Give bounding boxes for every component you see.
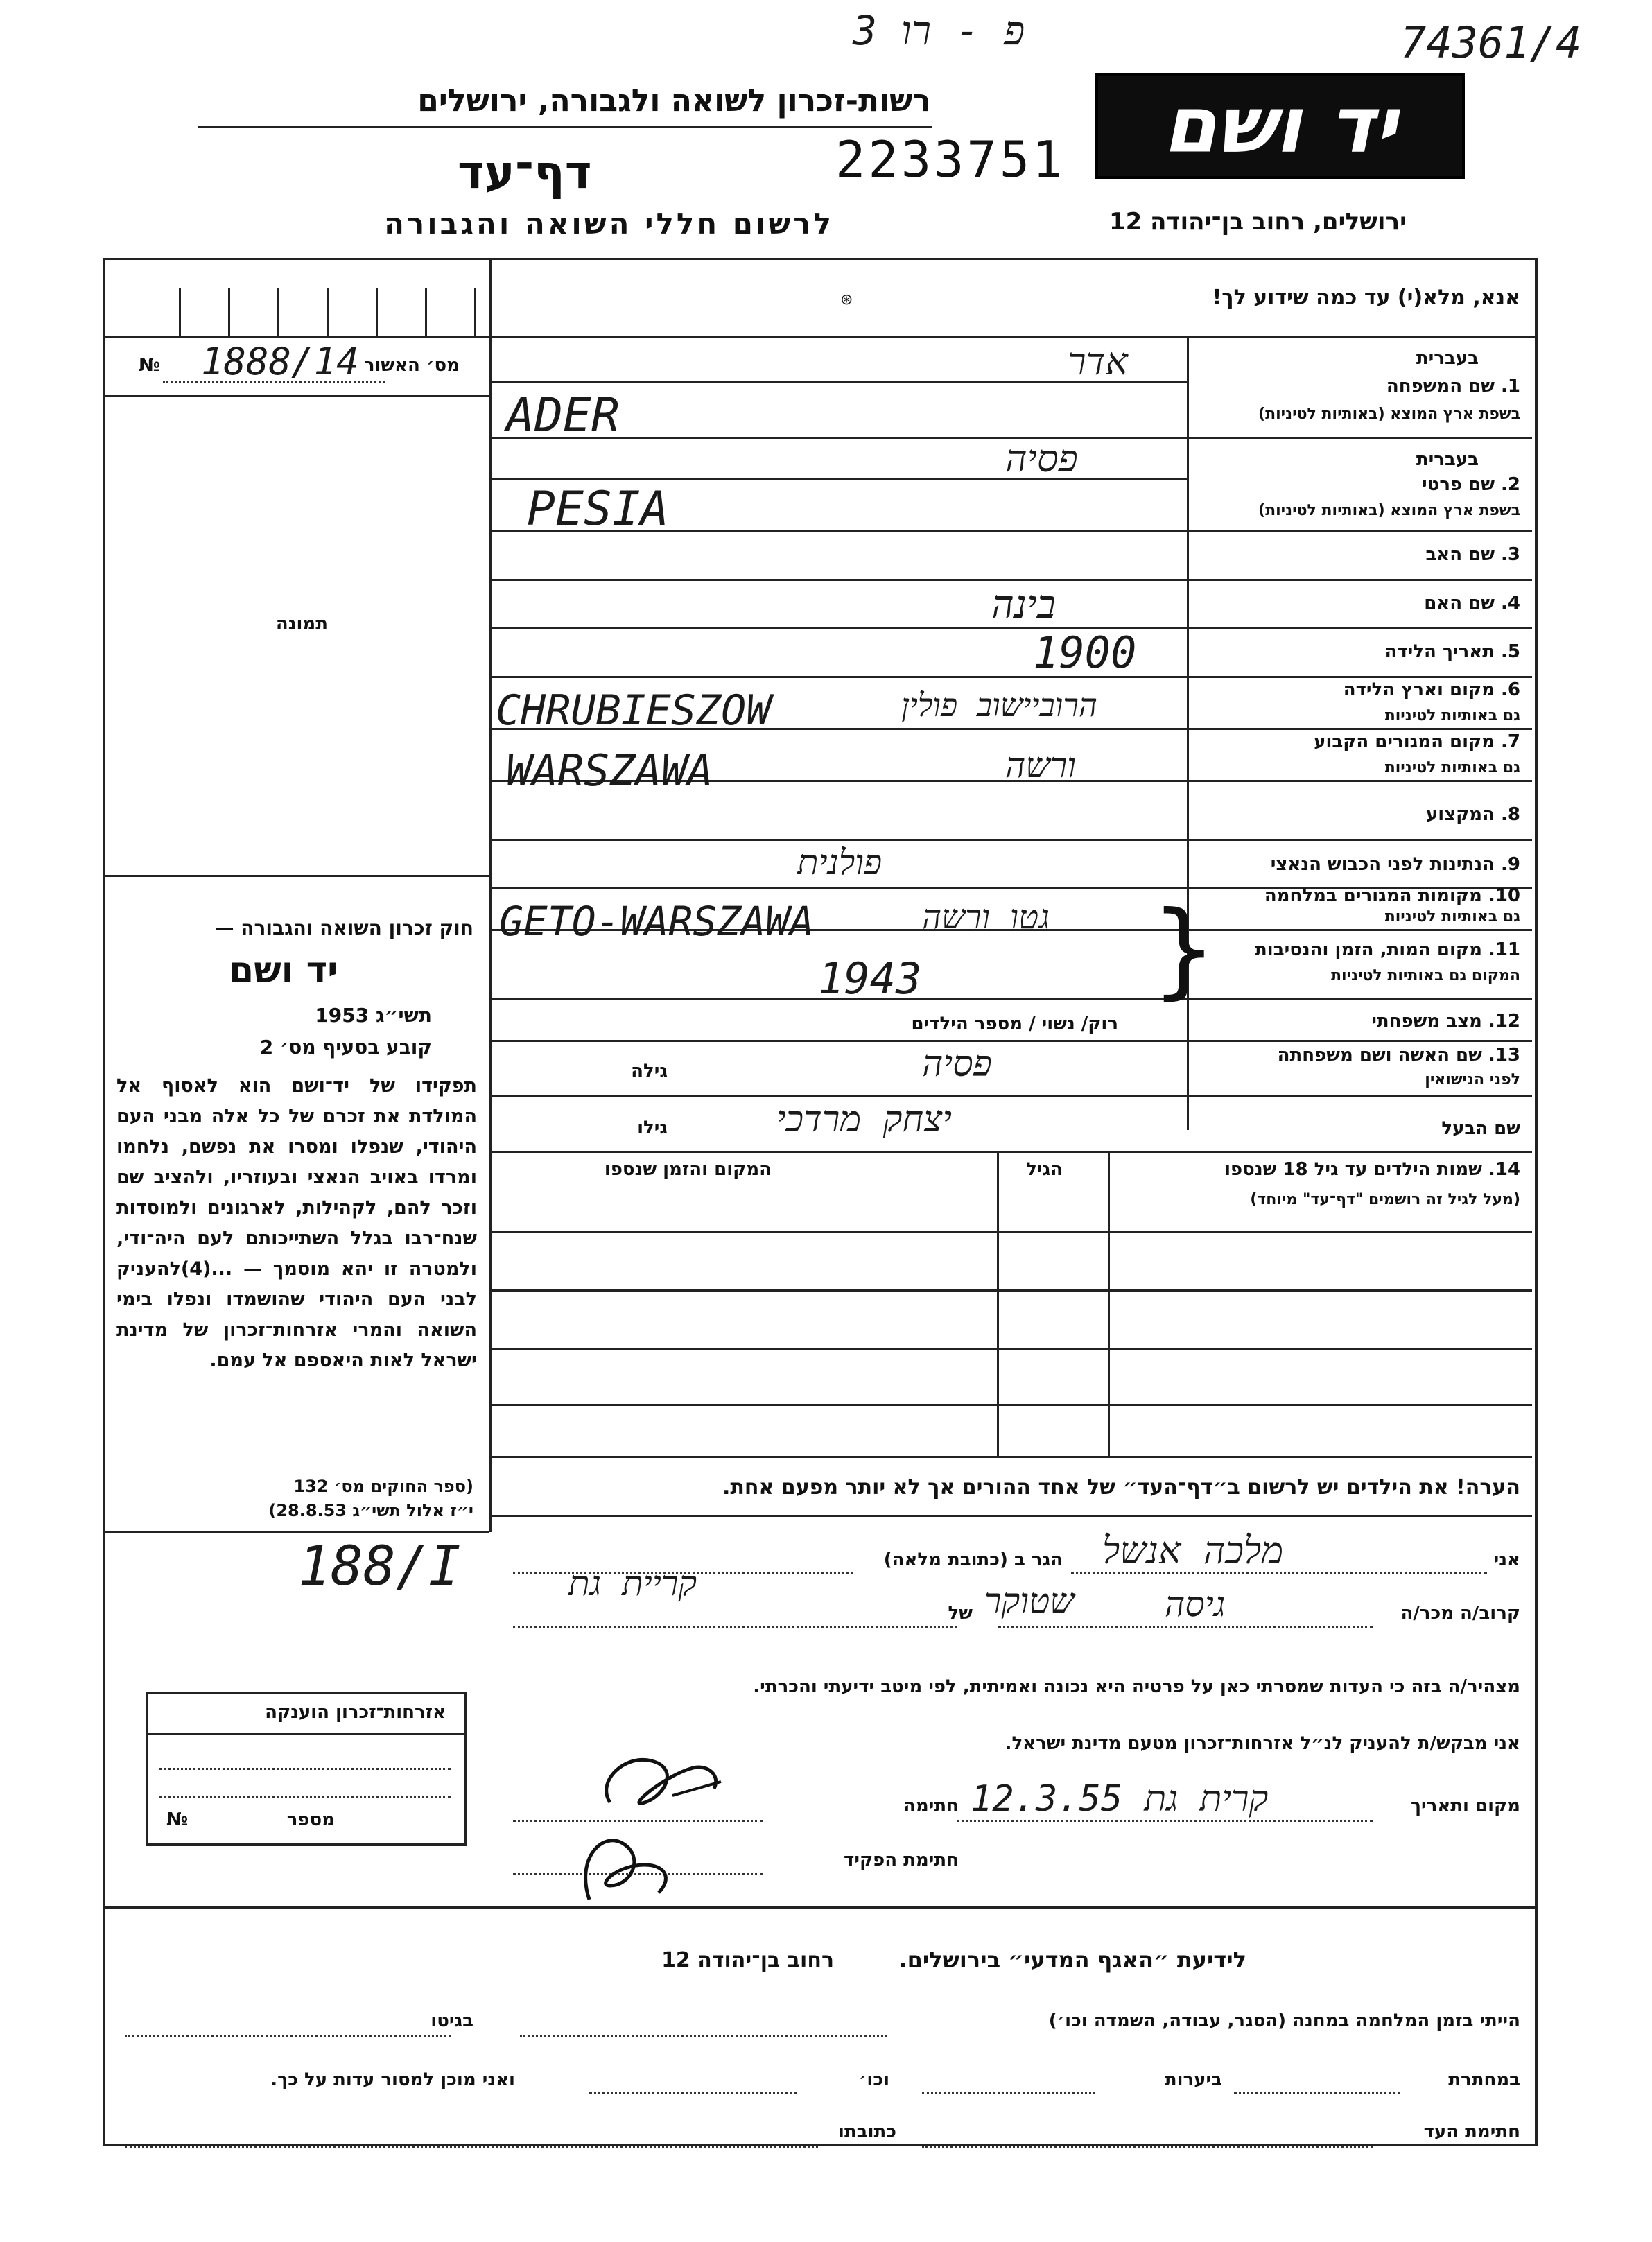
of-value: שטוקר	[984, 1581, 1075, 1621]
f10-value: GETO-WARSZAWA	[499, 898, 814, 945]
f12-options: רוק/ נשוי / מספר הילדים	[911, 1014, 1118, 1034]
signature-label: חתימה	[903, 1796, 959, 1816]
resides-label: הגר ב (כתובת מלאה)	[883, 1549, 1063, 1570]
citizenship-line2	[159, 1796, 451, 1798]
form-subtitle: לרשום חללי השואה והגבורה	[384, 207, 834, 241]
etc-line	[589, 2092, 797, 2094]
f11-label: 11. מקום המות, הזמן והנסיבות	[1255, 939, 1520, 960]
header-address: ירושלים, רחוב בן־יהודה 12	[1109, 208, 1407, 236]
citizenship-no: №	[166, 1809, 189, 1830]
f6-lat-value: CHRUBIESZOW	[496, 686, 772, 735]
approval-rule	[103, 395, 489, 397]
val-line-13	[489, 1095, 1187, 1097]
left-top-rule	[103, 336, 1535, 338]
f12-label: 12. מצב משפחתי	[1371, 1011, 1520, 1032]
form-number: 2233751	[835, 130, 1066, 189]
row-sep-11	[1187, 998, 1532, 1000]
f1-sub: בשפת ארץ המוצא (באותיות לטיניות)	[1258, 406, 1520, 423]
citizenship-line1	[159, 1768, 451, 1770]
f2-heb-value: פסיה	[1005, 437, 1078, 480]
row-sep-1	[1187, 437, 1532, 439]
intro-dot-icon: ⊛	[840, 291, 853, 309]
row-sep-5	[1187, 676, 1532, 678]
intro-text: אנא, מלא(י) עד כמה שידוע לך!	[1212, 286, 1520, 310]
f1-heb-value: אדר	[1068, 340, 1128, 383]
f7-label: 7. מקום המגורים הקבוע	[1314, 731, 1520, 752]
citizenship-rule	[146, 1733, 464, 1735]
husband-value: יצחק מרדכי	[776, 1099, 953, 1140]
ghetto-line	[125, 2035, 451, 2037]
notice-text: הערה! את הילדים יש לרשום ב״דף־העד״ של אחד ההורים אך לא יותר מפעם אחת.	[722, 1475, 1520, 1500]
i-line	[1071, 1572, 1487, 1574]
underground-line	[1234, 2092, 1400, 2094]
f6-label: 6. מקום וארץ הלידה	[1343, 679, 1520, 700]
f4-label: 4. שם האם	[1424, 593, 1520, 614]
org-underline	[198, 126, 932, 128]
val-line-8	[489, 839, 1187, 841]
officer-label: חתימת הפקיד	[844, 1850, 959, 1870]
law-top-rule	[103, 875, 489, 877]
f5-value: 1900	[1033, 627, 1137, 678]
row-sep-13	[1187, 1095, 1532, 1097]
law-name: יד ושם	[229, 950, 338, 991]
label-col-divider	[1187, 336, 1189, 1130]
photo-label: תמונה	[275, 614, 328, 634]
f11-sub: המקום גם באותיות לטיניות	[1330, 967, 1520, 984]
f14-row-3	[489, 1348, 1532, 1350]
husband-label: שם הבעל	[1441, 1118, 1520, 1139]
approval-label: מס׳ האשור	[363, 355, 460, 376]
f13-value: פסיה	[922, 1043, 992, 1085]
husband-age-label: גילו	[637, 1118, 668, 1138]
f3-label: 3. שם האב	[1425, 544, 1520, 565]
f9-label: 9. הנתינות לפני הכבוש הנאצי	[1270, 854, 1520, 875]
form-title: דף־עד	[458, 146, 592, 199]
f11-value: 1943	[818, 953, 922, 1004]
law-year: תשי״ג 1953	[315, 1004, 432, 1027]
side-mark: 188/I	[298, 1536, 461, 1598]
law-body: תפקידו של יד־ושם הוא לאסוף אל המולדת את זכרם של כל אלה מבני העם היהודי, שנפלו ומסרו את נפשם, נלחמו ומרדו באויב הנאצי ובעוזריו, ולהציב שם וזכר להם, לקהילות, לארגונים ולמוסדות שנח־רבו בגלל השתייכותם לעם היה־ודי, ולמטרה זו יהא מוסמך — ...(4)להעניק לבני העם היהודי שהושמדו ונפלו בימי השואה והמרי אזרחות־זכרון של מדינת ישראל לאות היאספם אל עמם.	[116, 1075, 477, 1371]
place-date-label: מקום ותאריך	[1411, 1796, 1520, 1816]
citizenship-title: אזרחות־זכרון הוענקה	[265, 1702, 446, 1723]
witness-address-label: כתובתו	[838, 2121, 896, 2142]
bottom-address: רחוב בן־יהודה 12	[661, 1948, 834, 1972]
f10-brace: }	[1151, 889, 1217, 1010]
row-sep-2	[1187, 530, 1532, 532]
f1-heb-tag: בעברית	[1416, 348, 1479, 369]
f14-col-age: הגיל	[1026, 1159, 1063, 1180]
witness-sig-line	[922, 2146, 1373, 2148]
val-line-3	[489, 579, 1187, 581]
frame-top	[103, 258, 1535, 260]
f2-label: 2. שם פרטי	[1422, 474, 1520, 495]
relation-value: גיסה	[1165, 1584, 1226, 1624]
officer-signature	[568, 1816, 679, 1906]
row-sep-12	[1187, 1040, 1532, 1042]
witness-address-line	[125, 2146, 818, 2148]
logo-text: יד ושם	[1163, 80, 1398, 171]
f13-label: 13. שם האשה ושם משפחתה	[1277, 1045, 1520, 1066]
ticks-row	[132, 288, 478, 336]
law-bottom-rule	[103, 1531, 489, 1533]
law-clause: קובע בסעיף מס׳ 2	[259, 1036, 432, 1059]
approval-no: №	[139, 355, 161, 376]
f6-heb-value: הרוביישוב פולין	[901, 686, 1097, 724]
i-value: מלכה אנשל	[1102, 1529, 1284, 1572]
bottom-rule	[103, 1906, 1535, 1909]
val-line-12	[489, 1040, 1187, 1042]
f2-lat-value: PESIA	[527, 482, 669, 537]
corner-mark: פ - רו 3	[853, 7, 1025, 54]
declare-text: מצהיר/ה בזה כי העדות שמסרתי כאן על פרטיה היא נכונה ואמיתית, לפי מיטב ידיעתי והכרתי.	[753, 1676, 1520, 1697]
approval-line	[163, 381, 385, 383]
f4-value: בינה	[991, 582, 1056, 627]
f10-sub: גם באותיות לטיניות	[1384, 908, 1520, 926]
row-sep-7	[1187, 780, 1532, 782]
forests-label: ביערות	[1164, 2069, 1222, 2090]
f9-value: פולנית	[797, 842, 882, 883]
law-ref2: י״ז אלול תשי״ג 28.8.53)	[268, 1501, 473, 1520]
f2-sub: בשפת ארץ המוצא (באותיות לטיניות)	[1258, 502, 1520, 519]
f14-row-1	[489, 1231, 1532, 1233]
f8-label: 8. המקצוע	[1425, 804, 1520, 825]
left-col-divider	[489, 258, 492, 1532]
of-label: של	[948, 1603, 973, 1624]
row-sep-10	[1187, 929, 1532, 931]
f13-sub: לפני הנישואין	[1425, 1071, 1520, 1088]
law-title: חוק זכרון השואה והגבורה —	[214, 916, 473, 939]
approval-number: 1888/14	[201, 340, 359, 383]
yad-vashem-logo	[1095, 73, 1465, 179]
f7-heb-value: ורשה	[1005, 745, 1077, 785]
camp-text: הייתי בזמן המלחמה במחנה (הסגר, עבודה, השמדה וכו׳)	[1048, 2010, 1520, 2031]
org-line: רשות-זכרון לשואה ולגבורה, ירושלים	[417, 83, 931, 119]
law-ref1: (ספר החוקים מס׳ 132	[293, 1477, 473, 1496]
f14-label: 14. שמות הילדים עד גיל 18 שנספו	[1224, 1159, 1520, 1180]
i-label: אני	[1493, 1549, 1520, 1570]
row-sep-4	[1187, 627, 1532, 629]
f14-row-5	[489, 1456, 1532, 1458]
place-date-line	[957, 1820, 1373, 1822]
place-date-value: קרית גת 12.3.55	[971, 1778, 1269, 1820]
citizenship-num-label: מספר	[286, 1809, 335, 1830]
f13-age-label: גילה	[631, 1061, 668, 1081]
forests-line	[922, 2092, 1095, 2094]
f14-col-div-1	[997, 1151, 999, 1456]
notice-rule	[489, 1515, 1532, 1517]
request-text: אני מבקש/ת להעניק לנ״ל אזרחות־זכרון מטעם מדינת ישראל.	[1005, 1733, 1520, 1754]
f1-lat-value: ADER	[506, 388, 620, 443]
witness-sig-label: חתימת העד	[1423, 2121, 1520, 2142]
etc-label: וכו׳	[858, 2069, 889, 2090]
f14-col-div-2	[1108, 1151, 1110, 1456]
underground-label: במחתרת	[1448, 2069, 1520, 2090]
of-line	[513, 1626, 957, 1628]
relation-label: קרוב/ה מכר/ה	[1400, 1603, 1520, 1624]
ghetto-label: בגיטו	[431, 2010, 473, 2031]
f14-row-2	[489, 1289, 1532, 1292]
archive-ref: 74361/4	[1400, 17, 1582, 68]
val-line-husband	[489, 1151, 1532, 1153]
row-sep-3	[1187, 579, 1532, 581]
camp-line	[520, 2035, 887, 2037]
resides-value: קריית גת	[568, 1563, 697, 1604]
val-line-9	[489, 887, 1187, 889]
f7-sub: גם באותיות לטיניות	[1384, 759, 1520, 776]
row-sep-8	[1187, 839, 1532, 841]
f6-sub: גם באותיות לטיניות	[1384, 707, 1520, 724]
bottom-title: לידיעת ״האגף המדעי״ בירושלים.	[898, 1947, 1246, 1973]
f5-label: 5. תאריך הלידה	[1384, 641, 1520, 662]
f7-lat-value: WARSZAWA	[506, 745, 713, 796]
f14-sub: (מעל לגיל זה רושמים "דף־עד" מיוחד)	[1250, 1191, 1520, 1208]
ready-text: ואני מוכן למסור עדות על כך.	[270, 2069, 515, 2090]
relation-line	[998, 1626, 1373, 1628]
declarant-signature	[582, 1726, 735, 1830]
f1-label: 1. שם המשפחה	[1386, 376, 1520, 397]
f2-heb-tag: בעברית	[1416, 449, 1479, 470]
f14-row-4	[489, 1404, 1532, 1406]
f10-label: 10. מקומות המגורים במלחמה	[1264, 885, 1520, 906]
val-line-2a	[489, 478, 1187, 480]
f14-col-place: המקום והזמן שנספו	[604, 1159, 772, 1180]
row-sep-6	[1187, 728, 1532, 730]
f10-heb-value: גטו ורשה	[922, 898, 1050, 937]
